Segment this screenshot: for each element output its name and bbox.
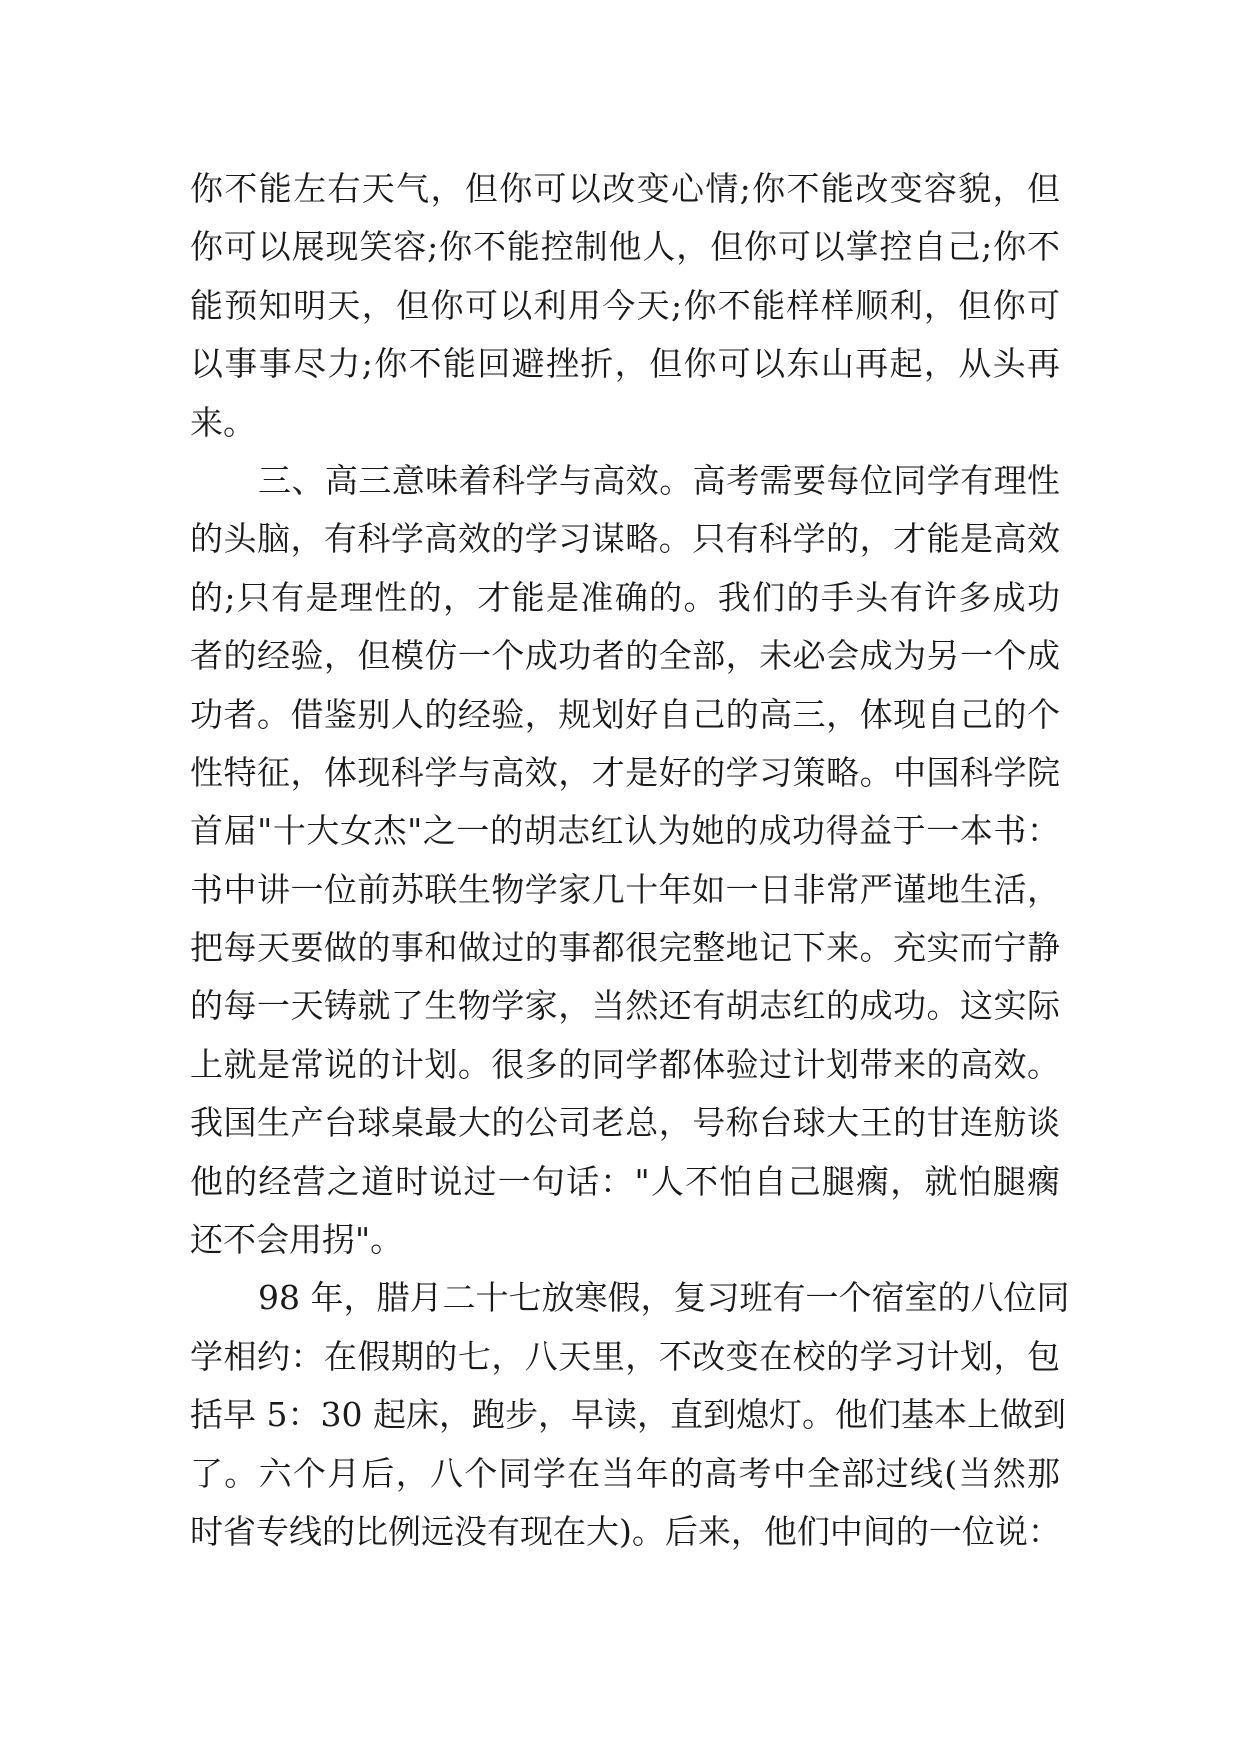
- text-line: 他的经营之道时说过一句话："人不怕自己腿瘸，就怕腿瘸: [190, 1161, 1060, 1201]
- text-line: 以事事尽力;你不能回避挫折，但你可以东山再起，从头再: [190, 344, 1060, 384]
- text-line: 者的经验，但模仿一个成功者的全部，未必会成为另一个成: [190, 636, 1060, 676]
- text-line: 上就是常说的计划。很多的同学都体验过计划带来的高效。: [190, 1044, 1060, 1084]
- text-line: 学相约：在假期的七，八天里，不改变在校的学习计划，包: [190, 1336, 1060, 1376]
- document-body: [190, 160, 1070, 1561]
- text-line: 首届"十大女杰"之一的胡志红认为她的成功得益于一本书：: [190, 811, 1060, 851]
- text-line: 功者。借鉴别人的经验，规划好自己的高三，体现自己的个: [190, 694, 1060, 734]
- text-line: 的;只有是理性的，才能是准确的。我们的手头有许多成功: [190, 577, 1060, 617]
- text-line: 三、高三意味着科学与高效。高考需要每位同学有理性: [258, 460, 1060, 500]
- text-line: 括早 5：30 起床，跑步，早读，直到熄灯。他们基本上做到: [190, 1395, 1066, 1435]
- text-line: 时省专线的比例远没有现在大)。后来，他们中间的一位说：: [190, 1511, 1061, 1551]
- text-line: 我国生产台球桌最大的公司老总，号称台球大王的甘连舫谈: [190, 1103, 1060, 1143]
- text-line: 了。六个月后，八个同学在当年的高考中全部过线(当然那: [190, 1453, 1060, 1493]
- text-line: 98 年，腊月二十七放寒假，复习班有一个宿室的八位同: [258, 1278, 1070, 1318]
- text-line: 的每一天铸就了生物学家，当然还有胡志红的成功。这实际: [190, 986, 1060, 1026]
- text-line: 性特征，体现科学与高效，才是好的学习策略。中国科学院: [190, 752, 1060, 792]
- text-line: 你不能左右天气，但你可以改变心情;你不能改变容貌，但: [190, 169, 1060, 208]
- text-line: 能预知明天，但你可以利用今天;你不能样样顺利，但你可: [190, 285, 1060, 325]
- text-line: 把每天要做的事和做过的事都很完整地记下来。充实而宁静: [190, 928, 1060, 968]
- text-line: 书中讲一位前苏联生物学家几十年如一日非常严谨地生活，: [190, 869, 1060, 909]
- text-line: 还不会用拐"。: [190, 1220, 404, 1260]
- text-line: 来。: [190, 402, 256, 442]
- text-line: 你可以展现笑容;你不能控制他人，但你可以掌控自己;你不: [190, 227, 1060, 267]
- text-line: 的头脑，有科学高效的学习谋略。只有科学的，才能是高效: [190, 519, 1060, 559]
